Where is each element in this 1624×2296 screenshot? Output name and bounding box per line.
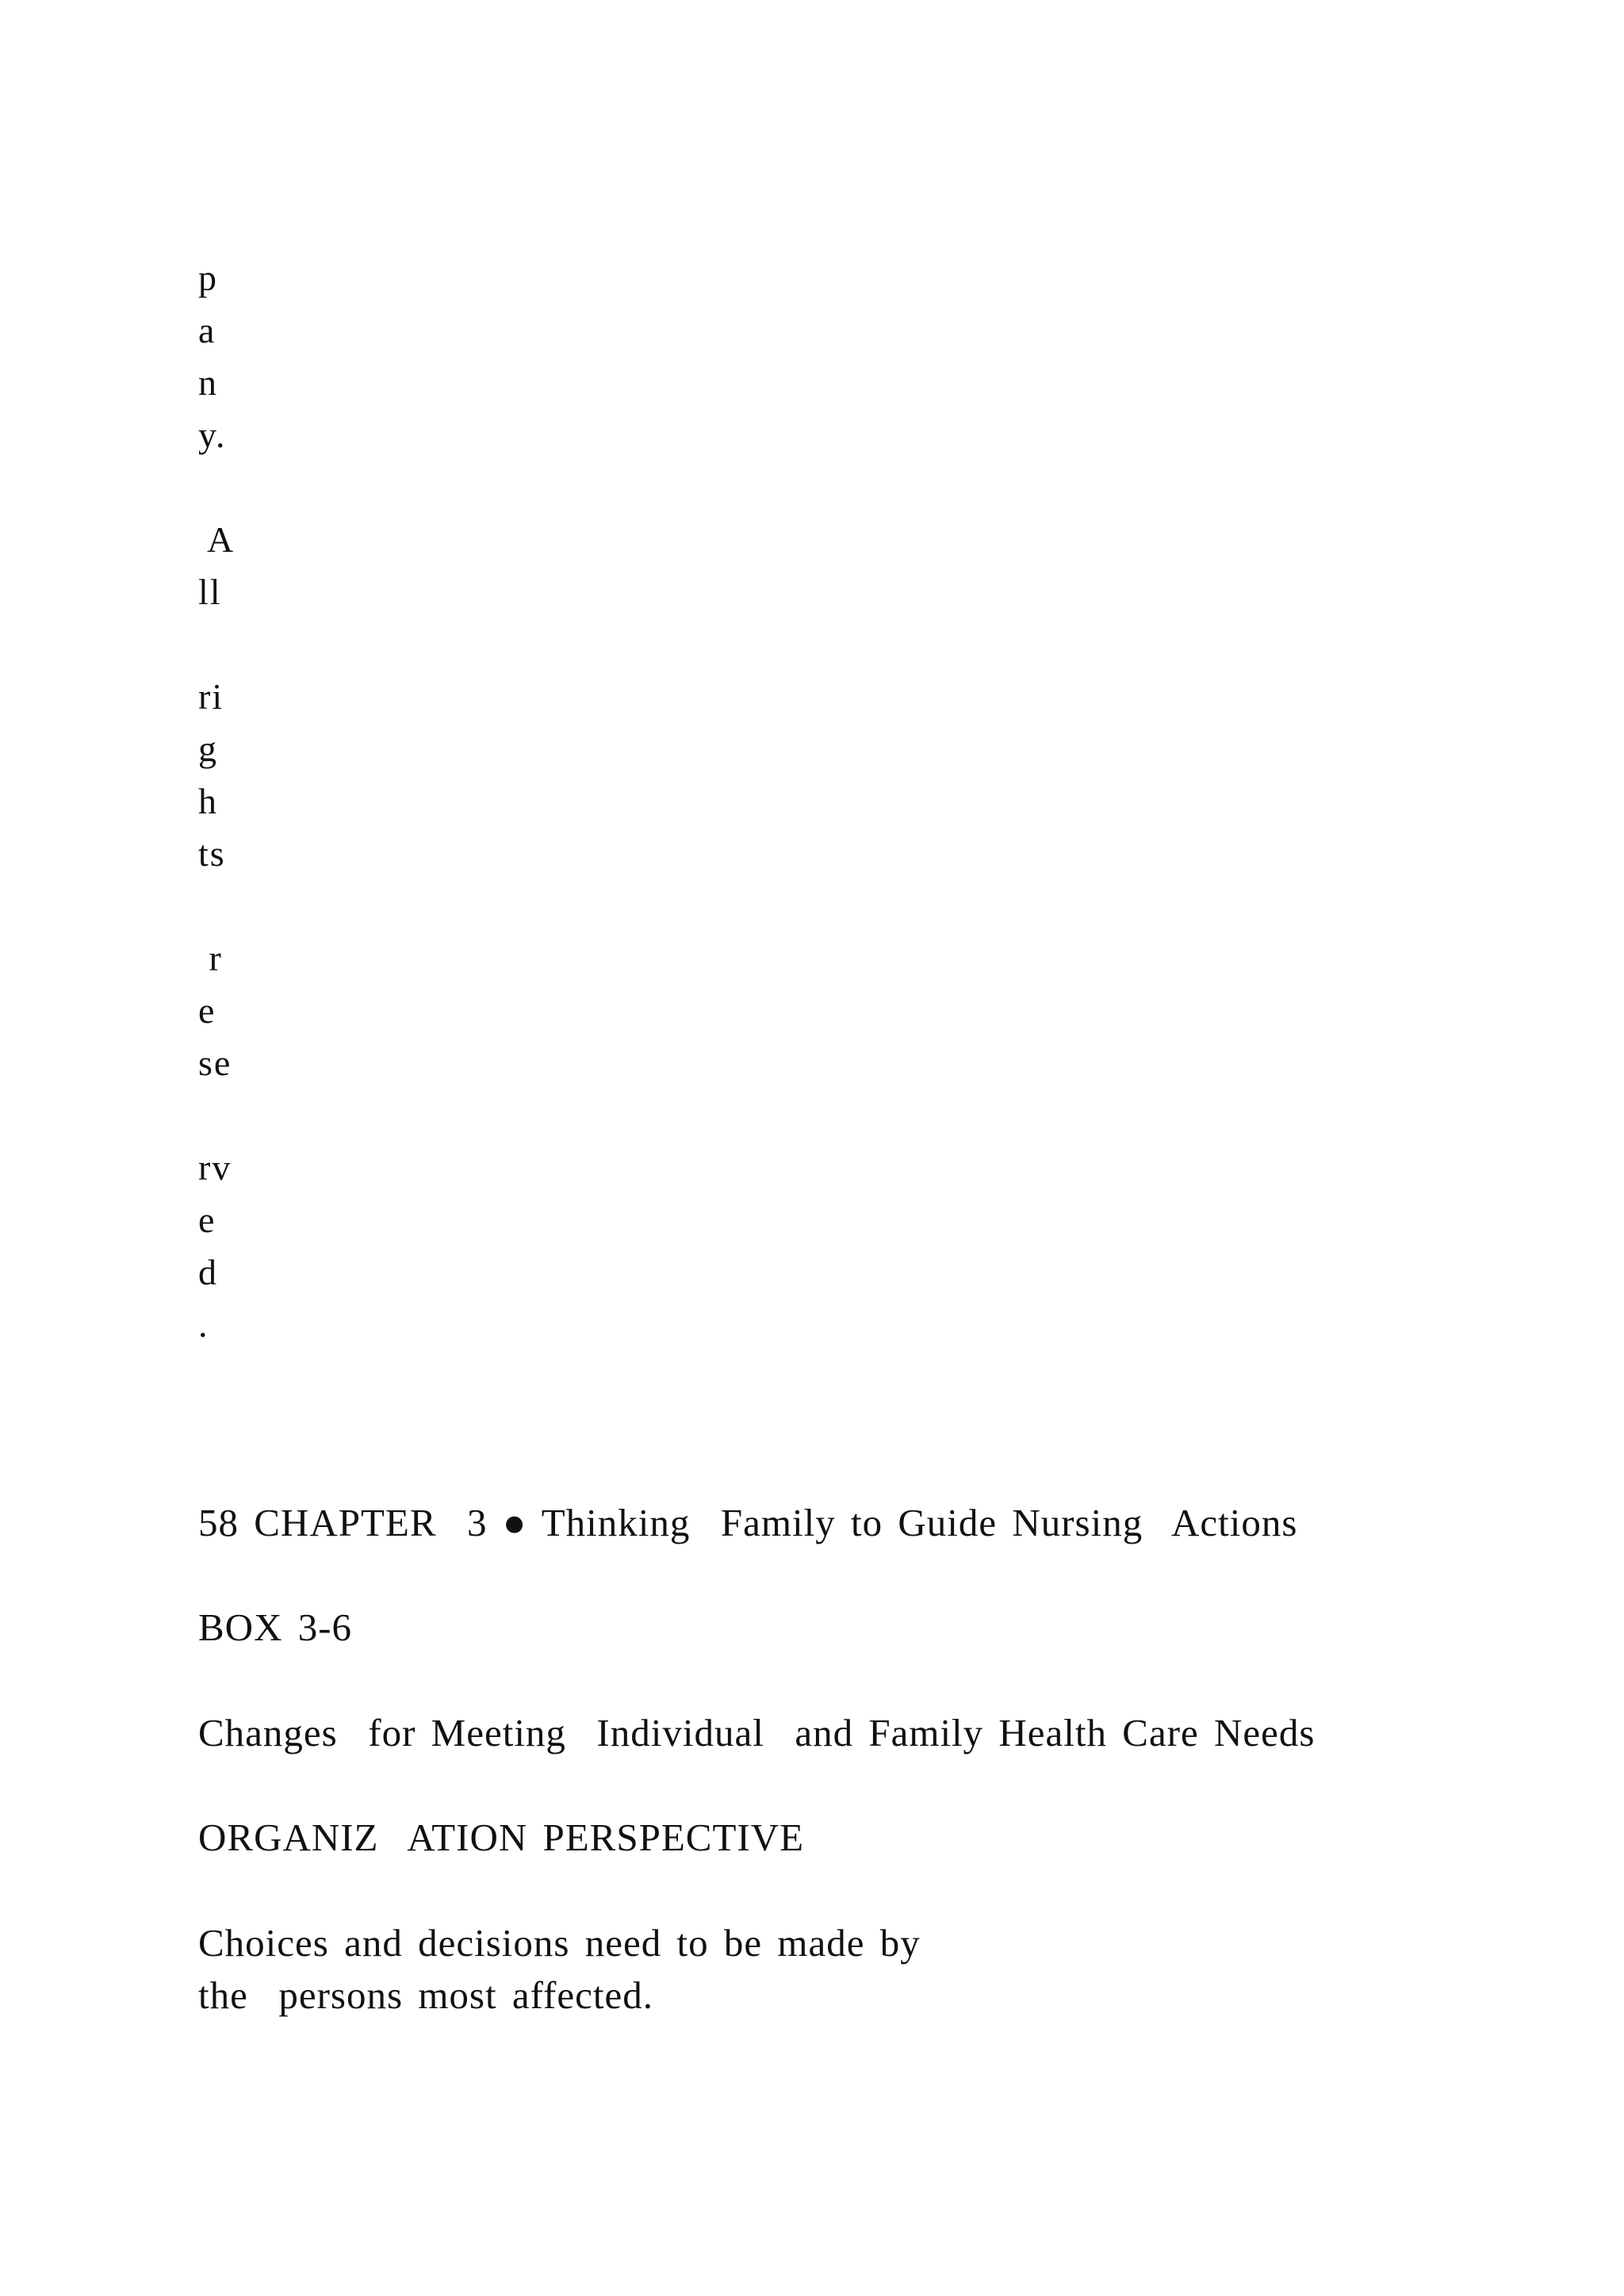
fragment-text: e	[198, 990, 216, 1031]
fragment-text: a	[198, 310, 216, 350]
fragment-text: h	[198, 781, 218, 821]
fragment-text: A	[198, 519, 236, 560]
fragment-text: ts	[198, 833, 226, 874]
fragment-text: g	[198, 729, 218, 769]
body-text-line: the persons most affected.	[198, 1973, 653, 2017]
fragment-text: e	[198, 1200, 216, 1240]
box-title: Changes for Meeting Individual and Family Health Care Needs	[198, 1711, 1316, 1755]
body-text-line: Choices and decisions need to be made by	[198, 1921, 921, 1965]
fragment-text: d	[198, 1252, 218, 1292]
fragment-text: rv	[198, 1147, 232, 1188]
section-heading: ORGANIZ ATION PERSPECTIVE	[198, 1816, 805, 1859]
fragment-text: y.	[198, 415, 227, 455]
fragment-text: p	[198, 258, 218, 298]
fragment-text: r	[198, 938, 223, 978]
running-head: 58 CHAPTER 3 ● Thinking Family to Guide Nursing Actions	[198, 1501, 1298, 1544]
box-label: BOX 3-6	[198, 1605, 353, 1649]
fragment-text: .	[198, 1304, 209, 1345]
fragment-text: ll	[198, 572, 222, 612]
fragment-text: se	[198, 1043, 232, 1083]
fragment-text: n	[198, 362, 218, 403]
fragment-text: ri	[198, 676, 224, 717]
